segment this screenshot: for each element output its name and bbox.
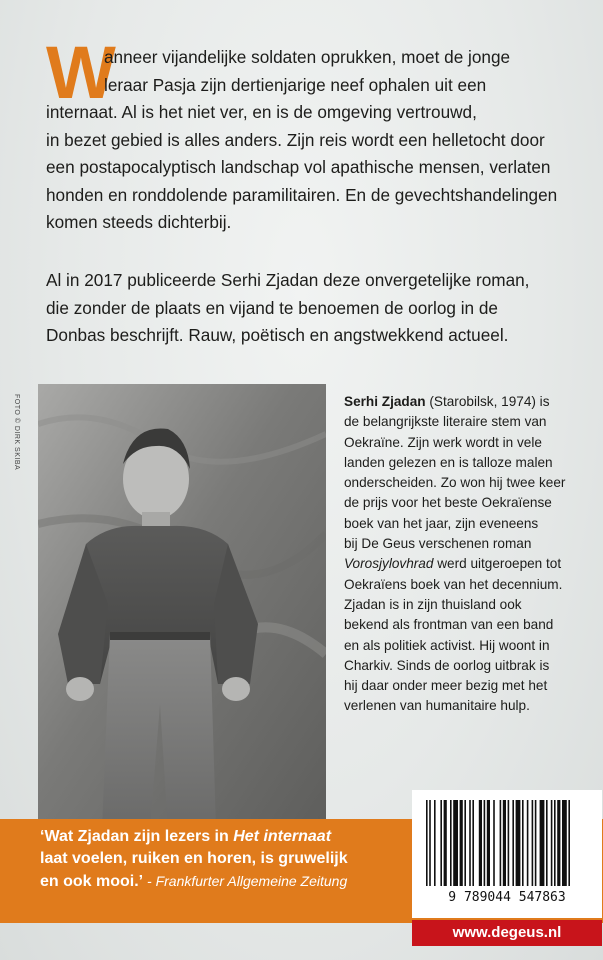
bio-line: Oekraïne. Zijn werk wordt in vele bbox=[344, 434, 542, 450]
barcode-bar bbox=[503, 800, 506, 886]
author-photo bbox=[38, 384, 326, 829]
bio-line: bij De Geus verschenen roman bbox=[344, 536, 532, 552]
bio-line: bekend als frontman van een band bbox=[344, 617, 554, 633]
barcode-bar bbox=[512, 800, 514, 886]
author-photo-illustration bbox=[38, 384, 326, 829]
barcode-bar bbox=[493, 800, 495, 886]
quote-text: ‘Wat Zjadan zijn lezers in bbox=[40, 828, 234, 845]
barcode-bar bbox=[429, 800, 431, 886]
barcode-bar bbox=[551, 800, 553, 886]
intro-line: honden en ronddolende paramilitairen. En de gevechtshandelingen bbox=[46, 184, 558, 205]
barcode-bar bbox=[540, 800, 545, 886]
barcode-bar bbox=[464, 800, 466, 886]
barcode-bar bbox=[444, 800, 447, 886]
bio-line: hij daar onder meer bezig met het bbox=[344, 678, 548, 694]
bio-line: de prijs voor het beste Oekraïense bbox=[344, 495, 552, 511]
paragraph-line: Al in 2017 publiceerde Serhi Zjadan deze onvergetelijke roman, bbox=[46, 270, 530, 290]
intro-line: anneer vijandelijke soldaten oprukken, moet de jonge bbox=[104, 47, 511, 67]
intro-line: een postapocalyptisch landschap vol apathische mensen, verlaten bbox=[46, 157, 551, 177]
photo-credit bbox=[10, 394, 22, 514]
author-name: Serhi Zjadan bbox=[344, 394, 426, 409]
bio-line: werd uitgeroepen tot bbox=[433, 556, 562, 572]
bio-line: de belangrijkste literaire stem van bbox=[344, 414, 547, 430]
bio-line: Zjadan is in zijn thuisland ook bbox=[344, 596, 522, 612]
barcode-bar bbox=[522, 800, 524, 886]
bio-origin: (Starobilsk, 1974) is bbox=[425, 394, 550, 409]
barcode-bar bbox=[508, 800, 510, 886]
intro-line: in bezet gebied is alles anders. Zijn reis wordt een helletocht door bbox=[46, 129, 545, 150]
barcode-bar bbox=[532, 800, 534, 886]
bio-line: Oekraïens boek van het decennium. bbox=[344, 576, 563, 592]
barcode-bar bbox=[460, 800, 463, 886]
barcode-bar bbox=[434, 800, 436, 886]
paragraph-line: Donbas beschrijft. Rauw, poëtisch en angstwekkend actueel. bbox=[46, 325, 509, 345]
bio-first-line bbox=[344, 392, 594, 412]
quoted-title: Het internaat bbox=[233, 828, 332, 845]
bio-line: boek van het jaar, zijn eveneens bbox=[344, 515, 539, 531]
barcode-bar bbox=[500, 800, 502, 886]
intro-paragraph bbox=[46, 44, 566, 237]
paragraph-line: die zonder de plaats en vijand te benoemen de oorlog in de bbox=[46, 297, 498, 318]
quote-text: en ook mooi.’ bbox=[40, 873, 144, 890]
bio-line: onderscheiden. Zo won hij twee keer bbox=[344, 475, 566, 491]
author-bio bbox=[344, 392, 594, 717]
barcode-bar bbox=[557, 800, 560, 886]
bio-line: Charkiv. Sinds de oorlog uitbrak is bbox=[344, 657, 550, 673]
barcode-bar bbox=[426, 800, 428, 886]
bio-line: landen gelezen en is talloze malen bbox=[344, 454, 553, 470]
barcode-bar bbox=[568, 800, 570, 886]
barcode-bar bbox=[527, 800, 529, 886]
barcode-bar bbox=[546, 800, 548, 886]
barcode-bar bbox=[469, 800, 471, 886]
barcode-bar bbox=[487, 800, 490, 886]
review-quote bbox=[40, 826, 400, 893]
barcode-bar bbox=[450, 800, 452, 886]
barcode-bar bbox=[554, 800, 556, 886]
publisher-url[interactable]: www.degeus.nl bbox=[412, 920, 602, 946]
quote-line: laat voelen, ruiken en horen, is gruwelijk bbox=[40, 850, 348, 867]
barcode-bar bbox=[440, 800, 442, 886]
photo-credit-text: FOTO © DIRK SKIBA bbox=[13, 394, 20, 471]
barcode-bar bbox=[479, 800, 482, 886]
bio-line: en als politiek activist. Hij woont in bbox=[344, 637, 550, 653]
isbn-number: 9 789044 547863 bbox=[448, 890, 566, 905]
quote-line bbox=[40, 826, 400, 848]
second-paragraph bbox=[46, 267, 576, 350]
bio-title-line bbox=[344, 554, 594, 574]
intro-line: komen steeds dichterbij. bbox=[46, 212, 232, 232]
barcode-bar bbox=[535, 800, 537, 886]
bio-line: verlenen van humanitaire hulp. bbox=[344, 698, 530, 714]
barcode-bar bbox=[472, 800, 474, 886]
barcode-bar bbox=[453, 800, 458, 886]
quote-line bbox=[40, 870, 400, 893]
drop-cap: W bbox=[46, 31, 114, 114]
barcode-bar bbox=[516, 800, 521, 886]
intro-line: leraar Pasja zijn dertienjarige neef ophalen uit een bbox=[104, 74, 487, 95]
barcode-bars bbox=[412, 790, 602, 890]
barcode-bar bbox=[484, 800, 486, 886]
barcode-bar bbox=[562, 800, 567, 886]
book-title: Vorosjylovhrad bbox=[344, 556, 434, 572]
intro-line: internaat. Al is het niet ver, en is de omgeving vertrouwd, bbox=[46, 102, 477, 122]
quote-source: - Frankfurter Allgemeine Zeitung bbox=[143, 873, 348, 889]
